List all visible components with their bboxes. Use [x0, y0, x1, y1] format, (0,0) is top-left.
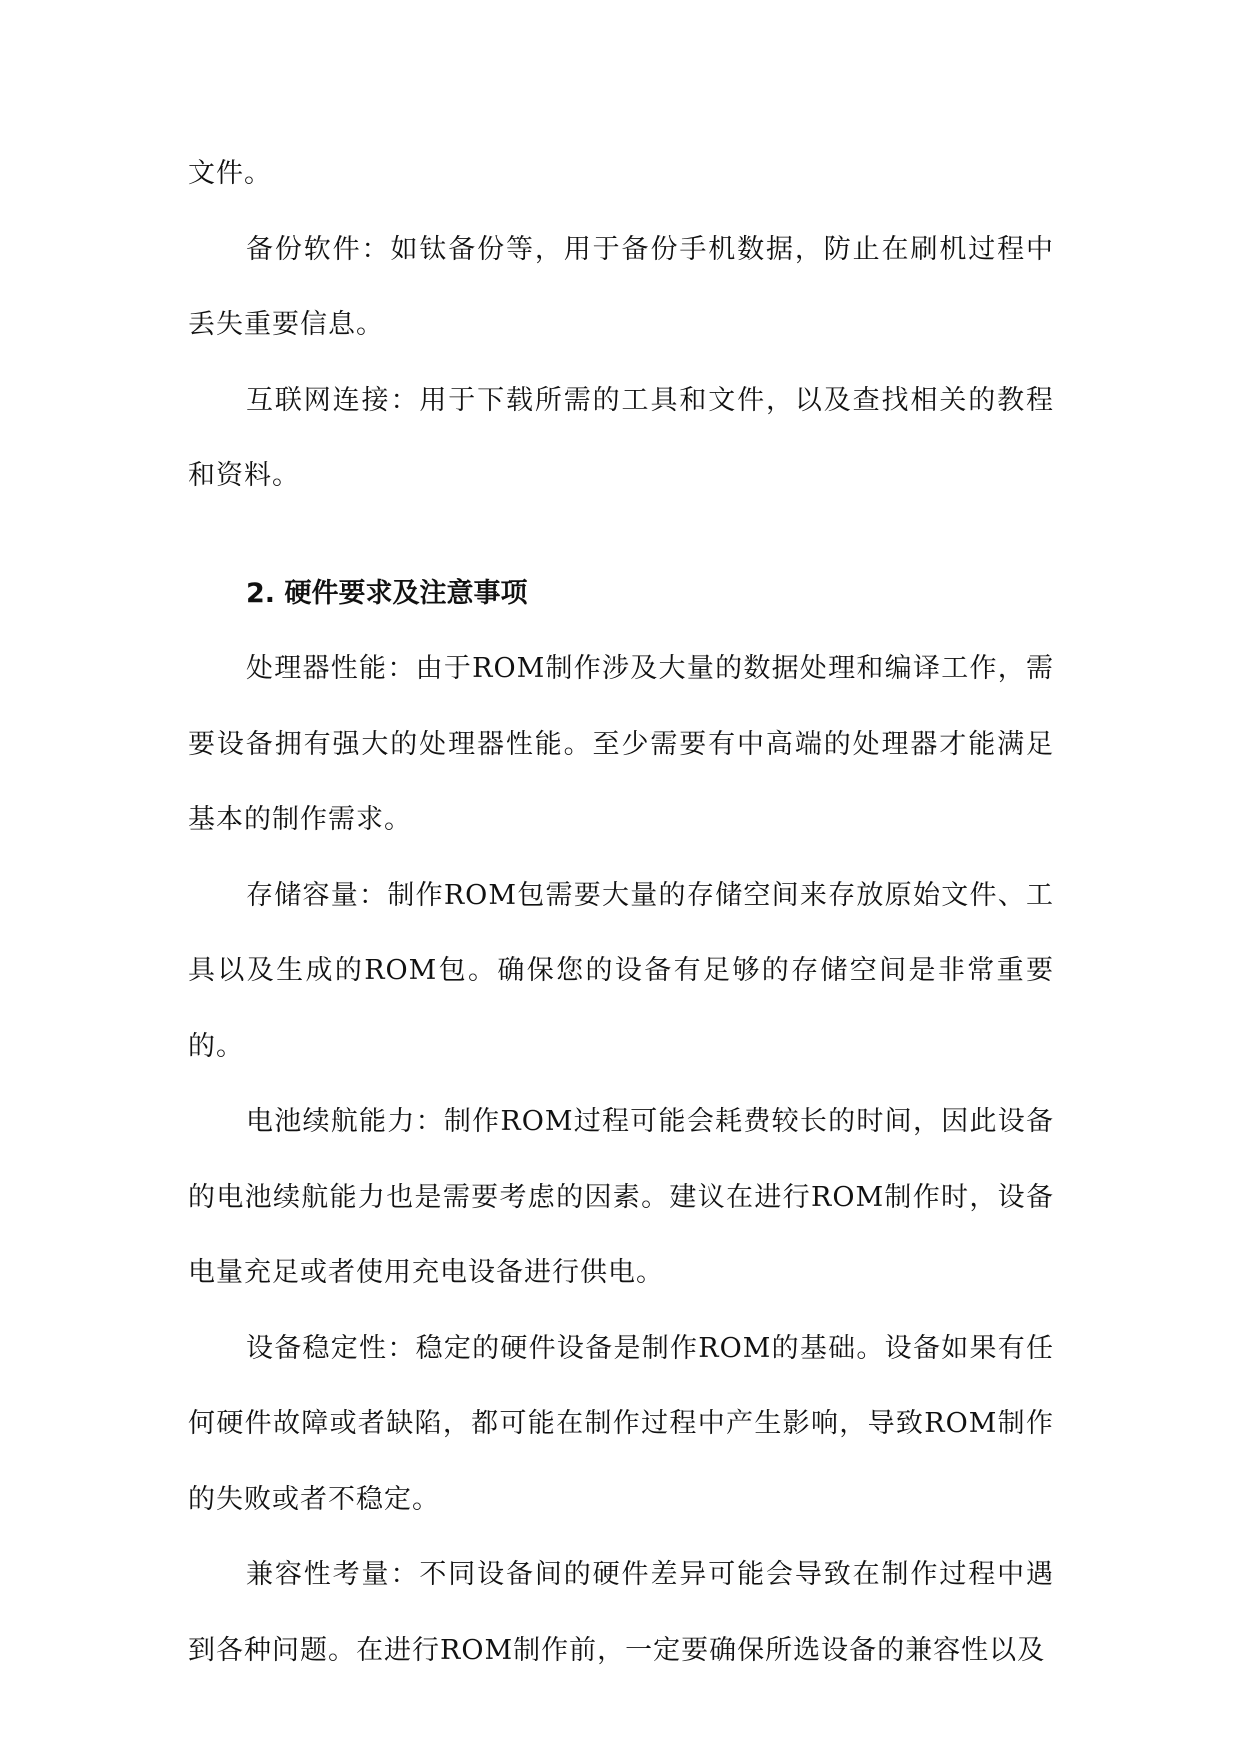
paragraph-continuation: 文件。	[188, 158, 272, 189]
paragraph-backup-software: 备份软件：如钛备份等，用于备份手机数据，防止在刷机过程中丢失重要信息。	[188, 233, 1054, 340]
paragraph-device-stability: 设备稳定性：稳定的硬件设备是制作ROM的基础。设备如果有任何硬件故障或者缺陷，都可能在制作过程中产生影响，导致ROM制作的失败或者不稳定。	[188, 1332, 1054, 1515]
paragraph-processor-performance: 处理器性能：由于ROM制作涉及大量的数据处理和编译工作，需要设备拥有强大的处理器性能。至少需要有中高端的处理器才能满足基本的制作需求。	[188, 653, 1054, 835]
paragraph-internet-connection: 互联网连接：用于下载所需的工具和文件，以及查找相关的教程和资料。	[188, 384, 1054, 491]
paragraph-compatibility: 兼容性考量：不同设备间的硬件差异可能会导致在制作过程中遇到各种问题。在进行ROM制作前，一定要确保所选设备的兼容性以及	[188, 1559, 1054, 1666]
paragraph-battery-life: 电池续航能力：制作ROM过程可能会耗费较长的时间，因此设备的电池续航能力也是需要考虑的因素。建议在进行ROM制作时，设备电量充足或者使用充电设备进行供电。	[188, 1106, 1054, 1288]
paragraph-storage-capacity: 存储容量：制作ROM包需要大量的存储空间来存放原始文件、工具以及生成的ROM包。确保您的设备有足够的存储空间是非常重要的。	[188, 879, 1054, 1062]
document-body	[188, 136, 1054, 1688]
section-heading: 2. 硬件要求及注意事项	[246, 577, 528, 609]
